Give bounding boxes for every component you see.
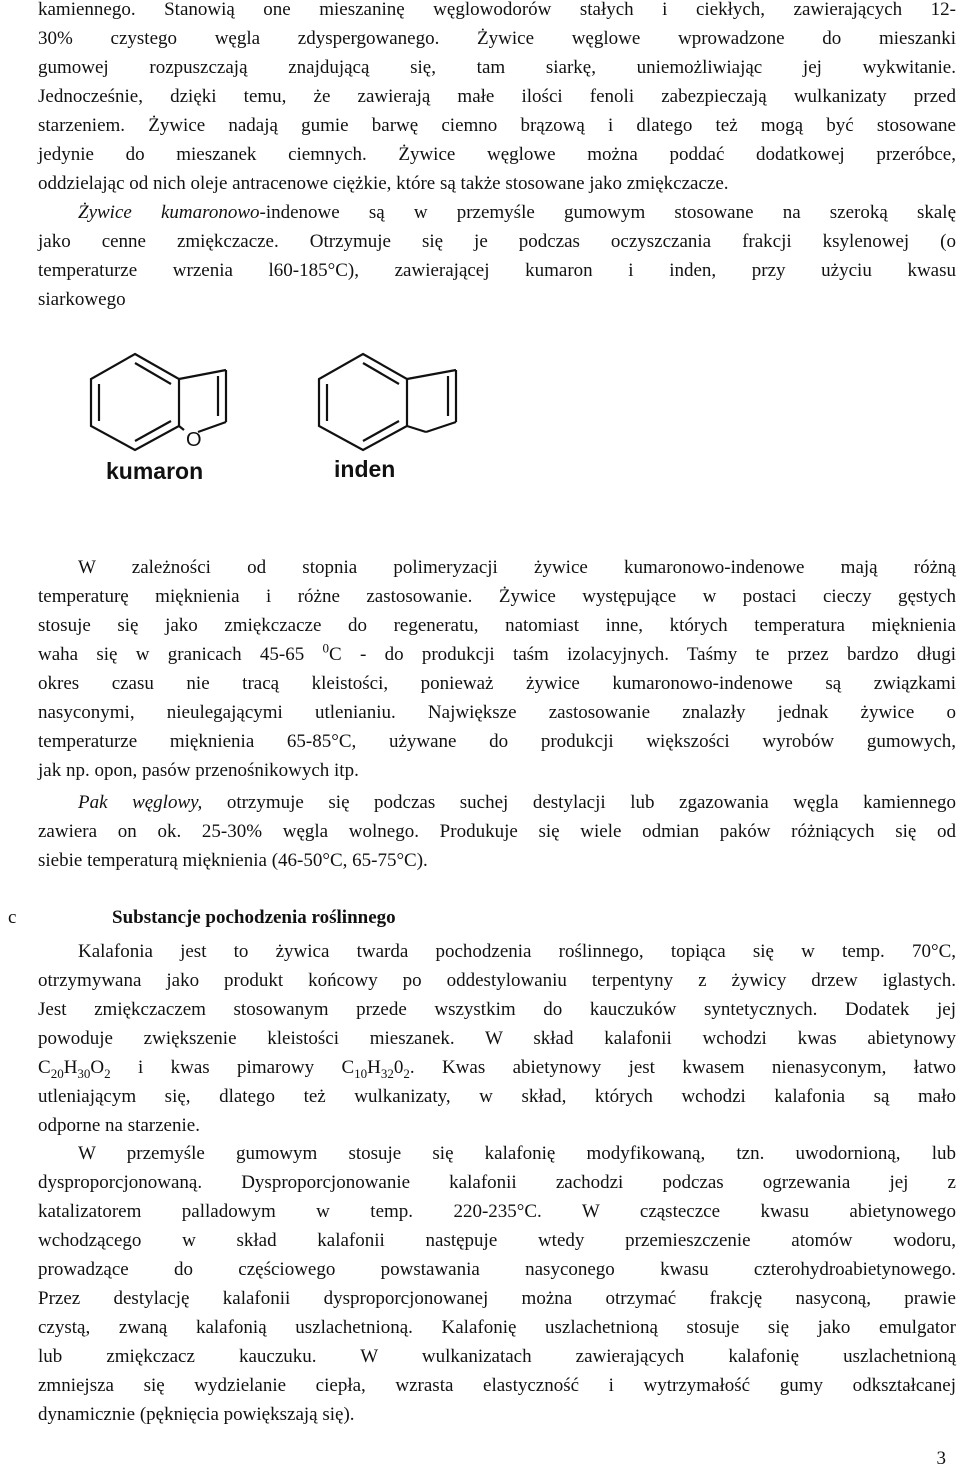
italic-term: Żywice kumaronowo <box>78 202 260 223</box>
text-line: 30% czystego węgla zdyspergowanego. Żywice węglowe wprowadzone do mieszanki <box>38 28 956 49</box>
page-number: 3 <box>936 1448 946 1469</box>
text-line: W zależności od stopnia polimeryzacji żywice kumaronowo-indenowe mają różną <box>78 557 956 578</box>
text-line: Przez destylację kalafonii dysproporcjonowanej można otrzymać frakcję nasyconą, prawie <box>38 1288 956 1309</box>
kumaron-structure <box>80 350 250 460</box>
paragraph-modified-rosin <box>38 1139 956 1429</box>
text-line: Kalafonia jest to żywica twarda pochodzenia roślinnego, topiąca się w temp. 70°C, <box>78 941 956 962</box>
paragraph-coumarone-indene <box>38 198 956 314</box>
text-line: temperaturę mięknienia i różne zastosowanie. Żywice występujące w postaci cieczy gęstych <box>38 586 956 607</box>
text-line: waha się w granicach 45-65 $^0$C - do produkcji taśm izolacyjnych. Taśmy te przez bardzo długi <box>38 640 956 665</box>
text-line: temperaturze mięknienia 65-85°C, używane do produkcji większości wyrobów gumowych, <box>38 731 956 752</box>
text-line: dysproporcjonowaną. Dysproporcjonowanie kalafonii zachodzi podczas ogrzewania jej z <box>38 1172 956 1193</box>
paragraph-rosin <box>38 937 956 1140</box>
paragraph-coal-resins <box>38 0 956 198</box>
text-line: prowadzące do częściowego powstawania nasyconego kwasu czterohydroabietynowego. <box>38 1259 956 1280</box>
text-line: czystą, zwaną kalafonią uszlachetnioną. Kalafonię uszlachetnioną stosuje się jako emulgator <box>38 1317 956 1338</box>
text-line: stosuje się jako zmiękczacze do regeneratu, natomiast inne, których temperatura mięknienia <box>38 615 956 636</box>
section-heading: Substancje pochodzenia roślinnego <box>112 907 396 928</box>
text-line: kamiennego. Stanowią one mieszaninę węglowodorów stałych i ciekłych, zawierających 12- <box>38 0 956 20</box>
formula-pimaric-acid: $C_{10}H_{32}0_2$ <box>341 1057 410 1081</box>
text-line: katalizatorem palladowym w temp. 220-235°C. W cząsteczce kwasu abietynowego <box>38 1201 956 1222</box>
inden-label: inden <box>334 456 396 482</box>
text-line: jak np. opon, pasów przenośnikowych itp. <box>38 760 359 781</box>
text-line: odporne na starzenie. <box>38 1115 200 1136</box>
text-line: zawiera on ok. 25-30% węgla wolnego. Produkuje się wiele odmian paków różniących się od <box>38 821 956 842</box>
text-line: Jednocześnie, dzięki temu, że zawierają małe ilości fenoli zabezpieczają wulkanizaty przed <box>38 86 956 107</box>
text-line: lub zmiękczacz kauczuku. W wulkanizatach zawierających kalafonię uszlachetnioną <box>38 1346 956 1367</box>
formula-abietic-acid: $C_{20}H_{30}O_2$ <box>38 1057 111 1081</box>
text-line: powoduje zwiększenie kleistości mieszanek. W skład kalafonii wchodzi kwas abietynowy <box>38 1028 956 1049</box>
text-line: siebie temperaturą mięknienia (46-50°C, 65-75°C). <box>38 850 428 871</box>
text-line: $C_{20}H_{30}O_2$ i kwas pimarowy $C_{10}H_{32}0_2$. Kwas abietynowy jest kwasem nienasyconym, łatwo <box>38 1057 956 1081</box>
text-line: okres czasu nie tracą kleistości, ponieważ żywice kumaronowo-indenowe są związkami <box>38 673 956 694</box>
inden-structure <box>308 350 478 460</box>
text-line: Żywice kumaronowo-indenowe są w przemyśle gumowym stosowane na szeroką skalę <box>78 202 956 223</box>
text-line: zmniejsza się wydzielanie ciepła, wzrasta elastyczność i wytrzymałość gumy odkształcanej <box>38 1375 956 1396</box>
italic-term: Pak węglowy, <box>78 792 203 813</box>
oxygen-atom: O <box>186 429 202 451</box>
text-line: Pak węglowy, otrzymuje się podczas suchej destylacji lub zgazowania węgla kamiennego <box>78 792 956 813</box>
text-line: siarkowego <box>38 289 126 310</box>
text-line: jako cenne zmiękczacze. Otrzymuje się je podczas oczyszczania frakcji ksylenowej (o <box>38 231 956 252</box>
text-line: oddzielając od nich oleje antracenowe ciężkie, które są także stosowane jako zmiękczacze. <box>38 173 729 194</box>
section-marker: c <box>8 907 17 928</box>
text-line: starzeniem. Żywice nadają gumie barwę ciemno brązową i dlatego też mogą być stosowane <box>38 115 956 136</box>
paragraph-coal-pitch <box>38 788 956 875</box>
text-line: W przemyśle gumowym stosuje się kalafonię modyfikowaną, tzn. uwodornioną, lub <box>78 1143 956 1164</box>
text-line: temperaturze wrzenia l60-185°C), zawierającej kumaron i inden, przy użyciu kwasu <box>38 260 956 281</box>
text-line: Jest zmiękczaczem stosowanym przede wszystkim do kauczuków syntetycznych. Dodatek jej <box>38 999 956 1020</box>
text-line: otrzymywana jako produkt końcowy po oddestylowaniu terpentyny z żywicy drzew iglastych. <box>38 970 956 991</box>
text-line: wchodzącego w skład kalafonii następuje wtedy przemieszczenie atomów wodoru, <box>38 1230 956 1251</box>
paragraph-softening-temperature <box>38 553 956 785</box>
text-line: nasyconymi, nieulegającymi utlenianiu. Największe zastosowanie znalazły jednak żywice o <box>38 702 956 723</box>
kumaron-label: kumaron <box>106 458 204 484</box>
text-line: gumowej rozpuszczają znajdującą się, tam siarkę, uniemożliwiając jej wykwitanie. <box>38 57 956 78</box>
text-line: jedynie do mieszanek ciemnych. Żywice węglowe można poddać dodatkowej przeróbce, <box>38 144 956 165</box>
text-line: dynamicznie (pęknięcia powiększają się). <box>38 1404 355 1425</box>
text-line: utleniającym się, dlatego też wulkanizaty, w skład, których wchodzi kalafonia są mało <box>38 1086 956 1107</box>
